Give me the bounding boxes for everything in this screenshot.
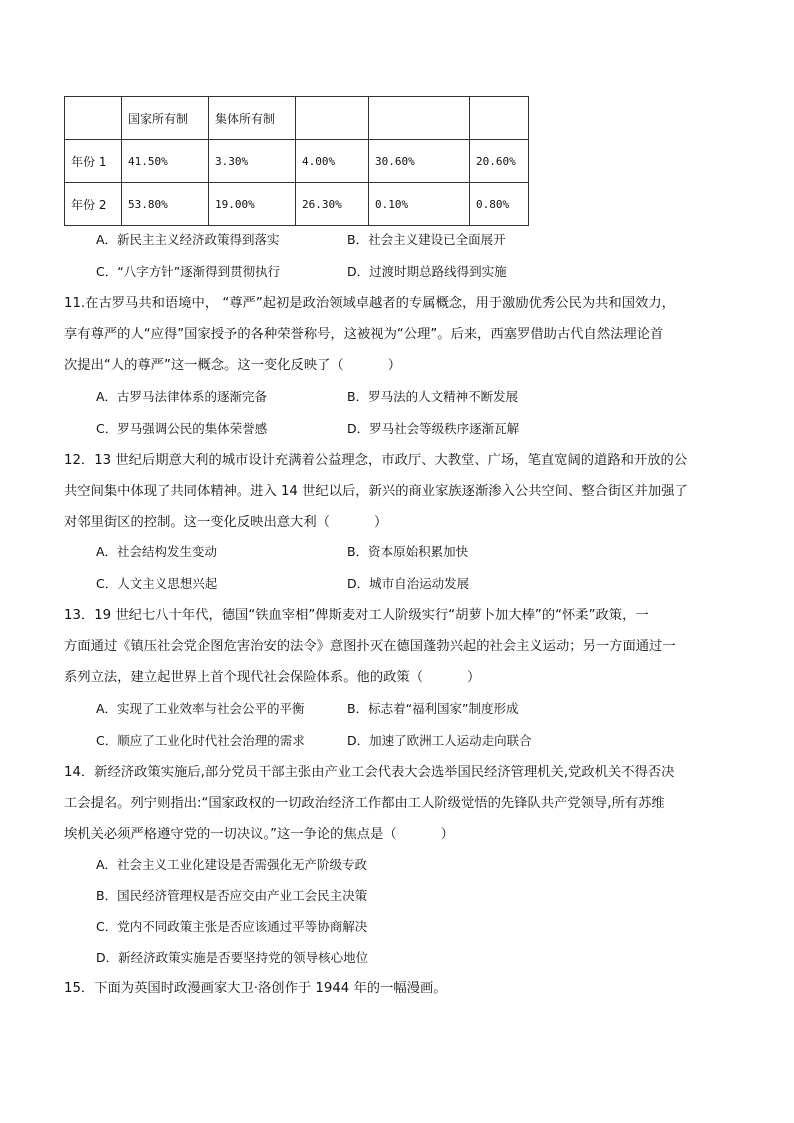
table-cell: 26.30% (296, 183, 369, 226)
q13-stem-text: 系列立法，建立起世界上首个现代社会保险体系。他的政策（ (64, 670, 424, 685)
q12-option-d: D．城市自治运动发展 (347, 576, 470, 591)
q13-stem-close: ） (467, 670, 481, 685)
q14-option-c: C．党内不同政策主张是否应该通过平等协商解决 (96, 919, 368, 934)
q13-option-c: C．顺应了工业化时代社会治理的需求 (96, 733, 305, 748)
q11-stem-close: ） (387, 358, 402, 373)
q11-option-d: D．罗马社会等级秩序逐渐瓦解 (347, 421, 520, 436)
table-cell: 19.00% (209, 183, 296, 226)
q10-option-c: C．“八字方针”逐渐得到贯彻执行 (96, 264, 281, 279)
q11-option-a: A．古罗马法律体系的逐渐完备 (96, 389, 268, 404)
table-cell: 20.60% (470, 140, 529, 183)
table-row (65, 140, 529, 183)
q14-stem-line1: 14．新经济政策实施后,部分党员干部主张由产业工会代表大会选举国民经济管理机关,党政机关不得否决 (64, 765, 675, 780)
q13-stem-line2: 方面通过《镇压社会党企图危害治安的法令》意图扑灭在德国蓬勃兴起的社会主义运动；另一方面通过一 (64, 639, 676, 654)
table-header-cell: 国家所有制 (122, 97, 209, 140)
q12-option-a: A．社会结构发生变动 (96, 544, 218, 559)
q14-stem-close: ） (440, 827, 454, 842)
q14-option-a: A．社会主义工业化建设是否需强化无产阶级专政 (96, 857, 368, 872)
q12-stem-line3 (64, 513, 387, 533)
table-cell: 53.80% (122, 183, 209, 226)
q11-stem-text: 次提出“人的尊严”这一概念。这一变化反映了（ (64, 358, 344, 373)
table-cell: 0.10% (369, 183, 470, 226)
table-header-cell: 集体所有制 (209, 97, 296, 140)
table-row (65, 183, 529, 226)
ownership-table (64, 96, 529, 226)
q12-stem-text: 对邻里街区的控制。这一变化反映出意大利（ (64, 515, 330, 530)
q11-option-b: B．罗马法的人文精神不断发展 (347, 389, 519, 404)
q12-stem-close: ） (373, 515, 388, 530)
table-cell: 30.60% (369, 140, 470, 183)
q12-option-c: C．人文主义思想兴起 (96, 576, 218, 591)
table-header-row (65, 97, 529, 140)
table-cell: 0.80% (470, 183, 529, 226)
table-header-cell (296, 97, 369, 140)
table-cell: 4.00% (296, 140, 369, 183)
q14-option-d: D．新经济政策实施是否要坚持党的领导核心地位 (96, 950, 369, 965)
q13-stem-line1: 13．19 世纪七八十年代，德国“铁血宰相”俾斯麦对工人阶级实行“胡萝卜加大棒”的“怀柔”政策，一 (64, 608, 649, 623)
q14-option-b: B．国民经济管理权是否应交由产业工会民主决策 (96, 888, 368, 903)
q12-stem-line2: 共空间集中体现了共同体精神。进入 14 世纪以后，新兴的商业家族逐渐渗入公共空间、整合街区并加强了 (64, 484, 688, 499)
q15-stem-line1: 15．下面为英国时政漫画家大卫·洛创作于 1944 年的一幅漫画。 (64, 981, 447, 996)
q12-option-b: B．资本原始积累加快 (347, 544, 469, 559)
q10-option-b: B．社会主义建设已全面展开 (347, 232, 506, 247)
table-header-cell (470, 97, 529, 140)
q14-stem-text: 埃机关必须严格遵守党的一切决议。”这一争论的焦点是（ (64, 827, 397, 842)
row-label: 年份 1 (65, 140, 122, 183)
row-label: 年份 2 (65, 183, 122, 226)
q11-stem-line3 (64, 356, 401, 376)
q11-stem-line1: 11.在古罗马共和语境中， “尊严”起初是政治领域卓越者的专属概念，用于激励优秀公民为共和国效力， (64, 296, 675, 311)
q13-option-d: D．加速了欧洲工人运动走向联合 (347, 733, 532, 748)
q12-stem-line1: 12．13 世纪后期意大利的城市设计充满着公益理念，市政厅、大教堂、广场，笔直宽阔的道路和开放的公 (64, 453, 688, 468)
q13-option-b: B．标志着“福利国家”制度形成 (347, 701, 519, 716)
q13-stem-line3 (64, 668, 480, 688)
q11-stem-line2: 享有尊严的人“应得”国家授予的各种荣誉称号，这被视为“公理”。后来，西塞罗借助古代自然法理论首 (64, 327, 664, 342)
q14-stem-line3 (64, 825, 454, 845)
q10-option-a: A．新民主主义经济政策得到落实 (96, 232, 280, 247)
table-header-cell (369, 97, 470, 140)
table-header-cell (65, 97, 122, 140)
table-cell: 3.30% (209, 140, 296, 183)
q11-option-c: C．罗马强调公民的集体荣誉感 (96, 421, 268, 436)
q10-option-d: D．过渡时期总路线得到实施 (347, 264, 507, 279)
table-cell: 41.50% (122, 140, 209, 183)
q13-option-a: A．实现了工业效率与社会公平的平衡 (96, 701, 305, 716)
q14-stem-line2: 工会提名。列宁则指出:“国家政权的一切政治经济工作都由工人阶级觉悟的先锋队共产党领导,所有苏维 (64, 796, 665, 811)
